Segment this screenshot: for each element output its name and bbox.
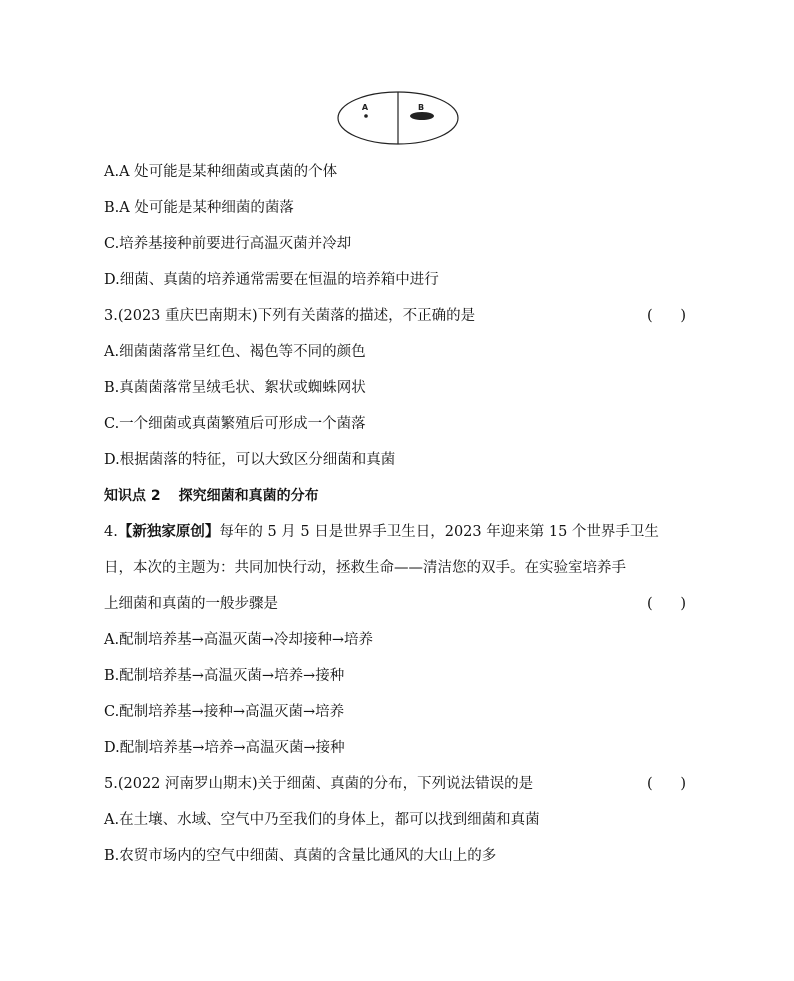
q3-answer-bracket: ( ): [647, 308, 686, 324]
q4-line1-text: 每年的 5 月 5 日是世界手卫生日，2023 年迎来第 15 个世界手卫生: [219, 524, 659, 540]
q2-option-c: C.培养基接种前要进行高温灭菌并冷却: [104, 236, 352, 252]
q3-option-a: A.细菌菌落常呈红色、褐色等不同的颜色: [104, 344, 366, 360]
section-title: 探究细菌和真菌的分布: [178, 488, 319, 504]
q4-option-a: A.配制培养基→高温灭菌→冷却接种→培养: [104, 632, 374, 648]
q3-option-c: C.一个细菌或真菌繁殖后可形成一个菌落: [104, 416, 366, 432]
q4-line3-text: 上细菌和真菌的一般步骤是: [104, 596, 278, 612]
q4-line-1: [104, 522, 659, 542]
colony-a-dot: [364, 114, 368, 118]
label-a: A: [361, 103, 369, 112]
colony-b-blob: [410, 112, 434, 120]
q5-stem: 5.(2022 河南罗山期末)关于细菌、真菌的分布，下列说法错误的是: [104, 776, 534, 792]
q4-line-2: 日，本次的主题为：共同加快行动，拯救生命——清洁您的双手。在实验室培养手: [104, 560, 626, 576]
q4-option-b: B.配制培养基→高温灭菌→培养→接种: [104, 668, 345, 684]
petri-dish-figure: [336, 90, 460, 146]
q4-tag: 【新独家原创】: [117, 523, 220, 540]
q5-stem-row: [104, 774, 686, 794]
q2-option-b: B.A 处可能是某种细菌的菌落: [104, 200, 294, 216]
q4-answer-bracket: ( ): [647, 596, 686, 612]
q3-option-d: D.根据菌落的特征，可以大致区分细菌和真菌: [104, 452, 396, 468]
q4-option-d: D.配制培养基→培养→高温灭菌→接种: [104, 740, 345, 756]
q2-option-d: D.细菌、真菌的培养通常需要在恒温的培养箱中进行: [104, 272, 439, 288]
q3-option-b: B.真菌菌落常呈绒毛状、絮状或蜘蛛网状: [104, 380, 366, 396]
section-heading: [104, 486, 319, 506]
section-label: 知识点 2: [104, 488, 161, 504]
q4-line-3: [104, 594, 686, 614]
q2-option-a: A.A 处可能是某种细菌或真菌的个体: [104, 164, 338, 180]
q5-option-a: A.在土壤、水域、空气中乃至我们的身体上，都可以找到细菌和真菌: [104, 812, 540, 828]
q5-answer-bracket: ( ): [647, 776, 686, 792]
q4-number: 4.: [104, 524, 118, 540]
q3-stem: 3.(2023 重庆巴南期末)下列有关菌落的描述，不正确的是: [104, 308, 476, 324]
label-b: B: [417, 103, 425, 112]
q4-option-c: C.配制培养基→接种→高温灭菌→培养: [104, 704, 345, 720]
q5-option-b: B.农贸市场内的空气中细菌、真菌的含量比通风的大山上的多: [104, 848, 497, 864]
q3-stem-row: [104, 306, 686, 326]
